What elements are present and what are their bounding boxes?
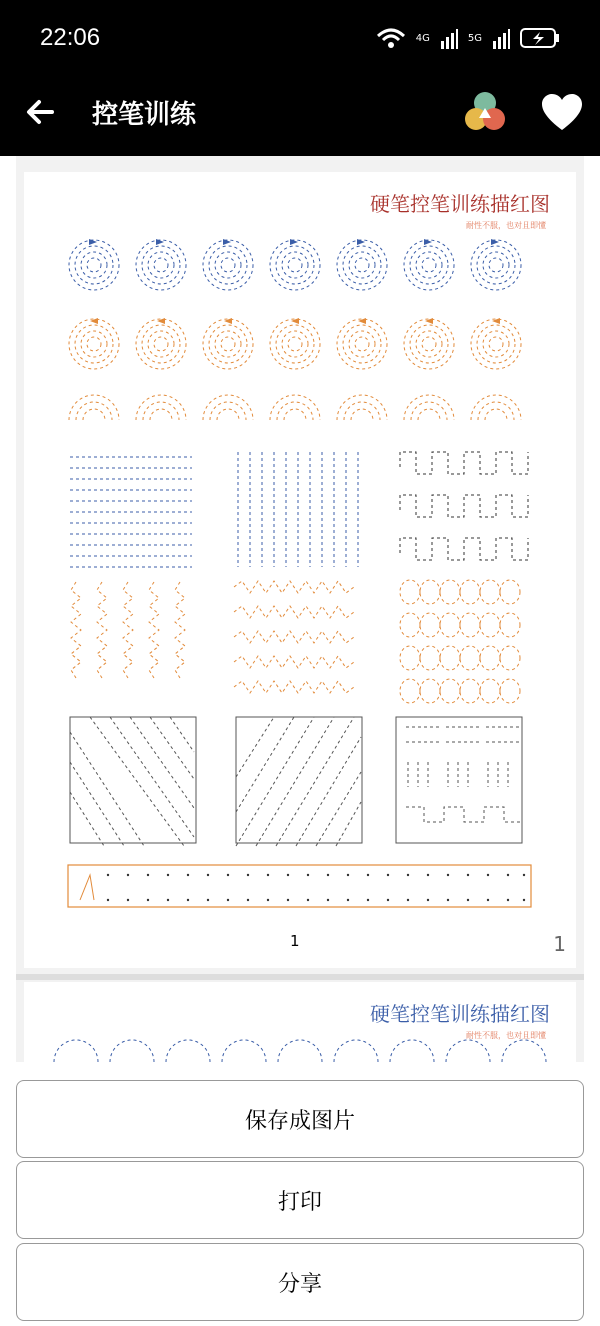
network-label-5g: 5G: [467, 32, 482, 44]
vertical-lines: [238, 452, 358, 567]
horizontal-lines: [70, 457, 192, 567]
tracing-patterns: [24, 172, 576, 932]
battery-icon: [520, 27, 560, 49]
signal-icon: [440, 27, 458, 49]
page-number: 1: [290, 932, 300, 950]
dot-strip-dots: [107, 874, 525, 901]
next-page-shapes: [24, 982, 576, 1062]
stroke-start-arrow: [80, 875, 94, 900]
worksheet-subtitle: 耐性不服，也对且即懂: [466, 221, 546, 230]
wifi-icon: [376, 26, 406, 50]
print-button[interactable]: 打印: [16, 1161, 584, 1239]
worksheet-page: [24, 172, 576, 968]
circle-row-orange: [69, 319, 521, 369]
status-time: 22:06: [40, 24, 101, 51]
share-button[interactable]: 分享: [16, 1243, 584, 1321]
dot-strip-frame: [68, 865, 531, 907]
arch-row: [69, 395, 521, 420]
mixed-stroke-box: [406, 727, 520, 822]
save-as-image-button[interactable]: 保存成图片: [16, 1080, 584, 1158]
status-icons: [376, 24, 560, 52]
page-divider: [16, 974, 584, 980]
network-label-4g: 4G: [415, 32, 430, 44]
color-palette-icon[interactable]: [463, 90, 507, 134]
spiral-row-blue: [69, 240, 521, 290]
worksheet-subtitle-next: 耐性不服，也对且即懂: [466, 1031, 546, 1040]
loop-patterns: [400, 580, 520, 703]
favorite-heart-icon[interactable]: [540, 92, 584, 132]
worksheet-title: 硬笔控笔训练描红图: [370, 192, 550, 216]
vertical-zigzags: [71, 582, 185, 678]
box-frame-right: [396, 717, 522, 843]
worksheet-title-next: 硬笔控笔训练描红图: [370, 1002, 550, 1026]
back-arrow-icon[interactable]: [22, 94, 58, 130]
app-bar: [0, 78, 600, 156]
page-title: 控笔训练: [92, 100, 197, 130]
box-frame-left: [70, 717, 196, 843]
diagonal-box-middle: [236, 717, 361, 846]
signal-icon: [492, 27, 510, 49]
worksheet-preview[interactable]: [16, 156, 584, 1062]
square-waves: [400, 452, 528, 560]
diagonal-box-left: [70, 717, 194, 846]
horizontal-zigzags: [234, 581, 354, 693]
page-index-label: 1: [553, 932, 566, 956]
status-bar: [0, 0, 600, 78]
worksheet-page-next: [24, 982, 576, 1062]
